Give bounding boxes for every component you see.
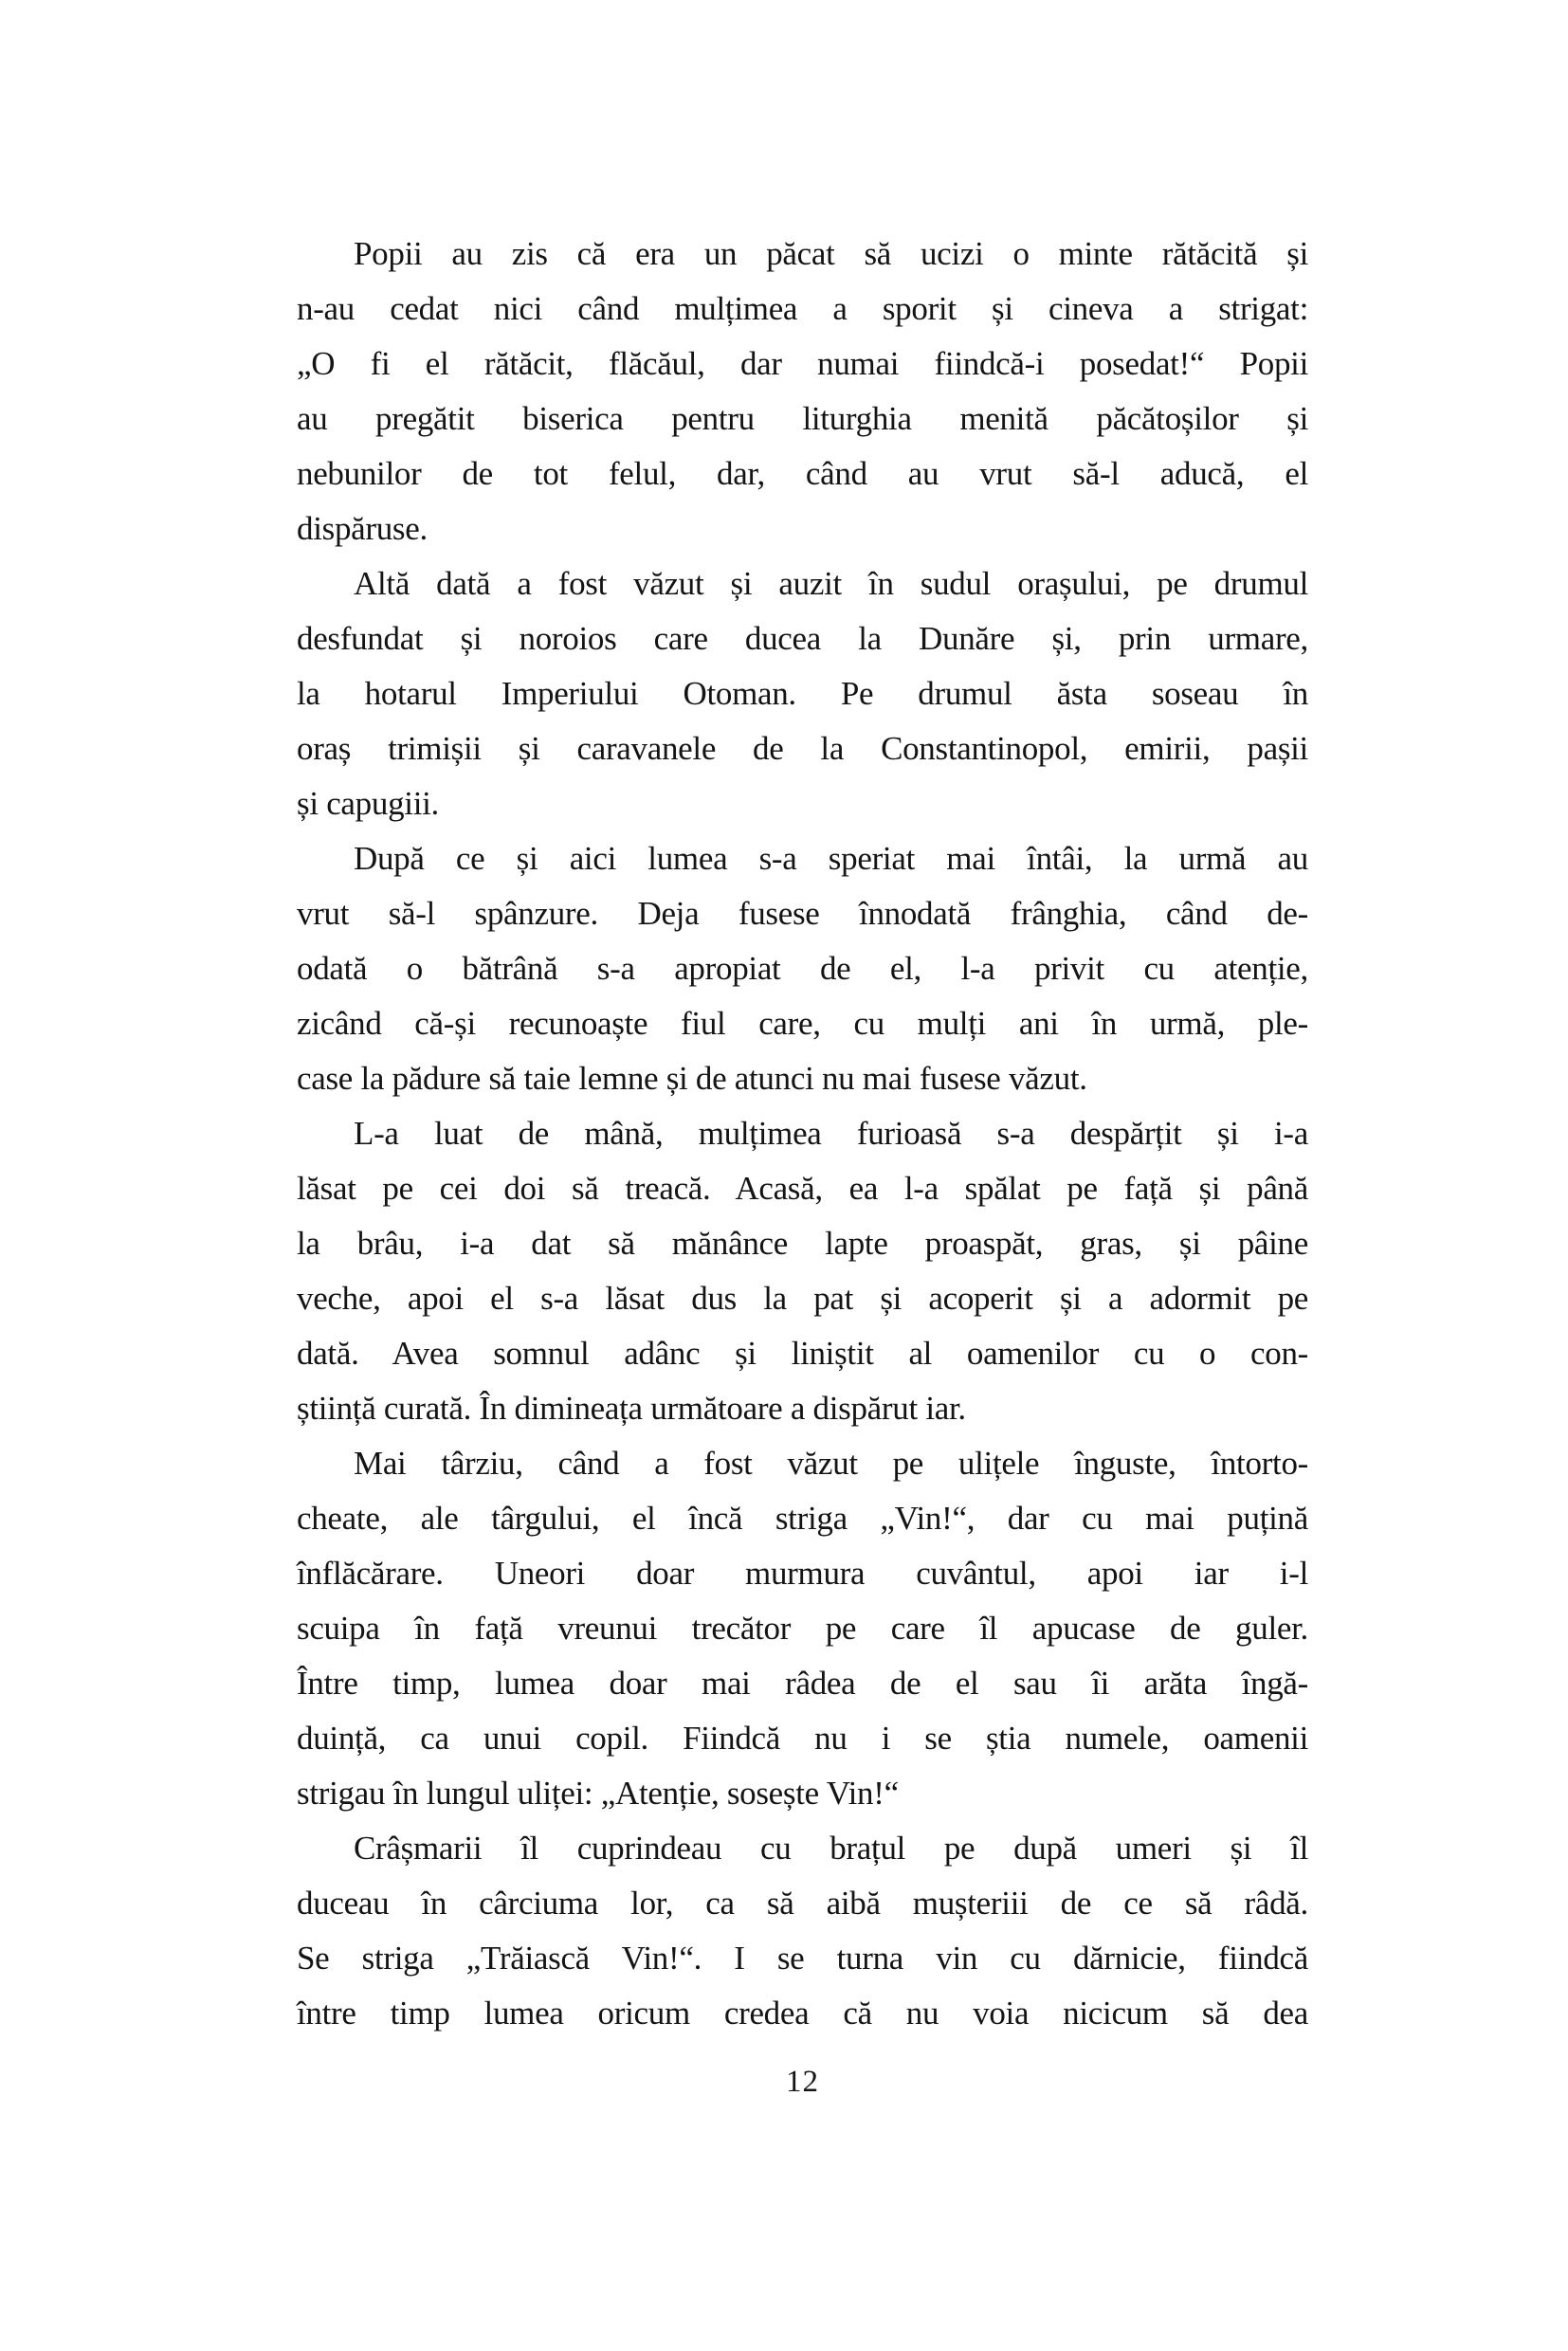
- text-line: la hotarul Imperiului Otoman. Pe drumul ăsta soseau în: [297, 675, 1308, 712]
- text-line: n-au cedat nici când mulțimea a sporit și cineva a strigat:: [297, 290, 1308, 327]
- text-line: între timp lumea oricum credea că nu voia nicicum să dea: [297, 1995, 1308, 2032]
- text-line: oraș trimișii și caravanele de la Constantinopol, emirii, pașii: [297, 730, 1308, 767]
- text-line: zicând că-și recunoaște fiul care, cu mulți ani în urmă, ple-: [297, 1005, 1308, 1042]
- text-line: nebunilor de tot felul, dar, când au vrut să-l aducă, el: [297, 455, 1308, 492]
- text-line: desfundat și noroios care ducea la Dunăre și, prin urmare,: [297, 620, 1308, 657]
- text-line: dispăruse.: [297, 510, 428, 547]
- text-line: cheate, ale târgului, el încă striga „Vin!“, dar cu mai puțină: [297, 1500, 1308, 1537]
- text-line: scuipa în față vreunui trecător pe care îl apucase de guler.: [297, 1610, 1308, 1647]
- text-line: și capugiii.: [297, 785, 439, 822]
- text-line: „O fi el rătăcit, flăcăul, dar numai fiindcă-i posedat!“ Popii: [297, 345, 1308, 382]
- text-line: înflăcărare. Uneori doar murmura cuvântul, apoi iar i-l: [297, 1555, 1308, 1592]
- text-line: duceau în cârciuma lor, ca să aibă mușteriii de ce să râdă.: [297, 1885, 1308, 1922]
- text-line: Mai târziu, când a fost văzut pe ulițele înguste, întorto-: [354, 1445, 1308, 1482]
- text-line: știință curată. În dimineața următoare a dispărut iar.: [297, 1390, 966, 1427]
- text-line: Popii au zis că era un păcat să ucizi o minte rătăcită și: [354, 235, 1308, 272]
- text-line: După ce și aici lumea s-a speriat mai întâi, la urmă au: [354, 840, 1308, 877]
- text-line: au pregătit biserica pentru liturghia menită păcătoșilor și: [297, 400, 1308, 437]
- text-line: L-a luat de mână, mulțimea furioasă s-a despărțit și i-a: [354, 1115, 1308, 1152]
- text-line: Între timp, lumea doar mai râdea de el sau îi arăta îngă-: [297, 1665, 1308, 1702]
- text-line: Crâșmarii îl cuprindeau cu brațul pe după umeri și îl: [354, 1830, 1308, 1867]
- text-line: vrut să-l spânzure. Deja fusese înnodată frânghia, când de-: [297, 895, 1308, 932]
- text-line: case la pădure să taie lemne și de atunci nu mai fusese văzut.: [297, 1060, 1087, 1097]
- text-line: lăsat pe cei doi să treacă. Acasă, ea l-a spălat pe față și până: [297, 1170, 1308, 1207]
- text-line: duință, ca unui copil. Fiindcă nu i se știa numele, oamenii: [297, 1720, 1308, 1757]
- text-line: odată o bătrână s-a apropiat de el, l-a privit cu atenție,: [297, 950, 1308, 987]
- text-line: Se striga „Trăiască Vin!“. I se turna vin cu dărnicie, fiindcă: [297, 1940, 1308, 1977]
- paragraph-2: [297, 556, 1308, 831]
- paragraph-6: [297, 1821, 1308, 2041]
- page-text: [297, 227, 1308, 2041]
- text-line: veche, apoi el s-a lăsat dus la pat și acoperit și a adormit pe: [297, 1280, 1308, 1317]
- text-line: la brâu, i-a dat să mănânce lapte proaspăt, gras, și pâine: [297, 1225, 1308, 1262]
- paragraph-5: [297, 1436, 1308, 1821]
- text-line: dată. Avea somnul adânc și liniștit al oamenilor cu o con-: [297, 1335, 1308, 1372]
- paragraph-4: [297, 1106, 1308, 1436]
- page-number: 12: [786, 2065, 819, 2099]
- text-line: strigau în lungul uliței: „Atenție, sosește Vin!“: [297, 1775, 899, 1812]
- paragraph-3: [297, 831, 1308, 1106]
- text-line: Altă dată a fost văzut și auzit în sudul orașului, pe drumul: [354, 565, 1308, 602]
- paragraph-1: [297, 227, 1308, 556]
